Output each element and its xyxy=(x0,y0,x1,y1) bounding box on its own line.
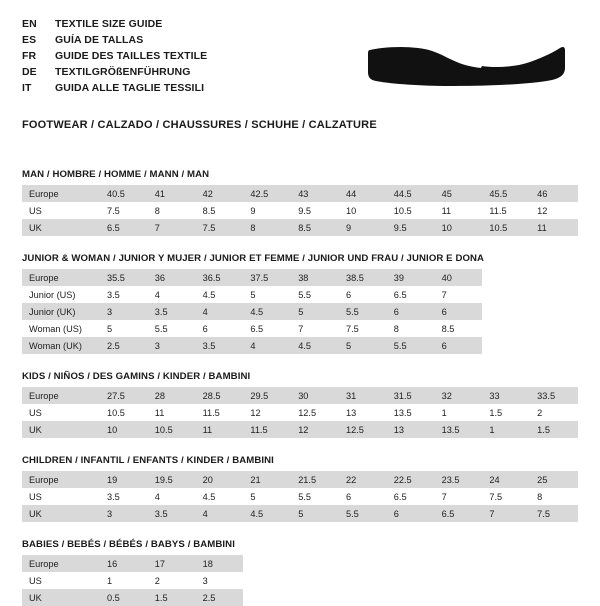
size-cell: 8.5 xyxy=(435,320,483,337)
language-code: ES xyxy=(22,34,37,46)
size-cell xyxy=(482,269,530,286)
size-cell: 1.5 xyxy=(530,421,578,438)
size-cell: 3.5 xyxy=(100,488,148,505)
size-cell: 9 xyxy=(243,202,291,219)
size-cell xyxy=(530,269,578,286)
size-cell: 20 xyxy=(196,471,244,488)
size-cell: 4 xyxy=(148,286,196,303)
size-cell: 1 xyxy=(482,421,530,438)
size-cell: 13 xyxy=(339,404,387,421)
size-cell: 5 xyxy=(100,320,148,337)
size-cell: 31.5 xyxy=(387,387,435,404)
section-title: MAN / HOMBRE / HOMME / MANN / MAN xyxy=(22,169,210,180)
size-cell: 8 xyxy=(387,320,435,337)
size-table xyxy=(22,387,578,438)
size-cell: 5.5 xyxy=(339,303,387,320)
size-cell: 28.5 xyxy=(196,387,244,404)
size-cell xyxy=(387,589,435,606)
section-title: CHILDREN / INFANTIL / ENFANTS / KINDER / BAMBINI xyxy=(22,455,274,466)
language-title: TEXTILE SIZE GUIDE xyxy=(55,18,163,30)
dress-shoe-icon xyxy=(362,16,572,98)
size-cell: 42 xyxy=(196,185,244,202)
size-cell: 29.5 xyxy=(243,387,291,404)
language-title: GUÍA DE TALLAS xyxy=(55,34,144,46)
size-cell: 8 xyxy=(243,219,291,236)
size-cell xyxy=(387,572,435,589)
row-label: Junior (UK) xyxy=(22,303,100,320)
size-cell xyxy=(243,572,291,589)
language-row xyxy=(22,81,207,96)
size-cell: 1 xyxy=(100,572,148,589)
size-cell: 21.5 xyxy=(291,471,339,488)
size-cell: 4.5 xyxy=(196,488,244,505)
size-cell: 35.5 xyxy=(100,269,148,286)
section-title: JUNIOR & WOMAN / JUNIOR Y MUJER / JUNIOR ET FEMME / JUNIOR UND FRAU / JUNIOR E DONA xyxy=(22,253,485,264)
row-label: Europe xyxy=(22,387,100,404)
table-row xyxy=(22,488,578,505)
row-label: UK xyxy=(22,219,100,236)
size-cell: 38.5 xyxy=(339,269,387,286)
size-cell: 10.5 xyxy=(100,404,148,421)
size-cell: 40.5 xyxy=(100,185,148,202)
size-cell: 31 xyxy=(339,387,387,404)
size-cell: 8.5 xyxy=(291,219,339,236)
row-label: Woman (US) xyxy=(22,320,100,337)
size-cell: 3 xyxy=(100,505,148,522)
size-cell: 6 xyxy=(387,505,435,522)
size-cell: 44 xyxy=(339,185,387,202)
language-row xyxy=(22,65,207,80)
size-cell: 44.5 xyxy=(387,185,435,202)
size-cell: 13.5 xyxy=(435,421,483,438)
size-cell: 7.5 xyxy=(339,320,387,337)
size-cell: 23.5 xyxy=(435,471,483,488)
language-code: IT xyxy=(22,82,32,94)
table-row xyxy=(22,269,578,286)
size-cell: 42.5 xyxy=(243,185,291,202)
row-label: UK xyxy=(22,589,100,606)
row-label: US xyxy=(22,488,100,505)
size-cell: 11 xyxy=(196,421,244,438)
size-cell: 36.5 xyxy=(196,269,244,286)
size-cell: 8.5 xyxy=(196,202,244,219)
size-cell xyxy=(243,555,291,572)
size-cell: 25 xyxy=(530,471,578,488)
language-title: TEXTILGRÖßENFÜHRUNG xyxy=(55,66,191,78)
size-cell: 5.5 xyxy=(148,320,196,337)
size-cell: 4 xyxy=(243,337,291,354)
size-cell: 7 xyxy=(435,286,483,303)
size-cell: 11 xyxy=(148,404,196,421)
size-cell: 38 xyxy=(291,269,339,286)
size-cell: 30 xyxy=(291,387,339,404)
language-row xyxy=(22,33,207,48)
size-cell: 16 xyxy=(100,555,148,572)
size-cell: 3.5 xyxy=(148,303,196,320)
size-cell: 4.5 xyxy=(291,337,339,354)
size-cell: 3.5 xyxy=(196,337,244,354)
size-cell: 10 xyxy=(100,421,148,438)
size-cell: 8 xyxy=(530,488,578,505)
size-cell: 43 xyxy=(291,185,339,202)
size-cell: 5.5 xyxy=(291,488,339,505)
size-cell xyxy=(339,555,387,572)
size-cell: 7.5 xyxy=(530,505,578,522)
size-cell: 6.5 xyxy=(435,505,483,522)
size-cell: 5.5 xyxy=(387,337,435,354)
size-cell: 4.5 xyxy=(196,286,244,303)
size-section xyxy=(22,539,578,606)
size-cell: 7 xyxy=(148,219,196,236)
size-cell xyxy=(482,286,530,303)
row-label: US xyxy=(22,202,100,219)
language-code: EN xyxy=(22,18,37,30)
size-cell: 11 xyxy=(530,219,578,236)
table-row xyxy=(22,303,578,320)
page-header xyxy=(22,16,578,108)
language-code: DE xyxy=(22,66,37,78)
size-section xyxy=(22,455,578,522)
size-cell xyxy=(530,303,578,320)
size-cell: 33.5 xyxy=(530,387,578,404)
size-cell: 6.5 xyxy=(100,219,148,236)
row-label: Europe xyxy=(22,555,100,572)
row-label: Woman (UK) xyxy=(22,337,100,354)
row-label: Europe xyxy=(22,185,100,202)
size-cell: 39 xyxy=(387,269,435,286)
size-cell: 3 xyxy=(148,337,196,354)
size-cell: 45.5 xyxy=(482,185,530,202)
language-row xyxy=(22,17,207,32)
size-cell: 11.5 xyxy=(243,421,291,438)
size-cell xyxy=(482,337,530,354)
size-cell xyxy=(339,589,387,606)
size-cell: 2.5 xyxy=(196,589,244,606)
size-tables-container xyxy=(22,169,578,606)
size-cell: 4 xyxy=(196,303,244,320)
size-cell: 3 xyxy=(100,303,148,320)
size-cell xyxy=(291,589,339,606)
size-cell xyxy=(243,589,291,606)
size-cell xyxy=(435,589,483,606)
table-row xyxy=(22,555,578,572)
table-row xyxy=(22,589,578,606)
size-cell: 11.5 xyxy=(482,202,530,219)
table-row xyxy=(22,202,578,219)
table-row xyxy=(22,387,578,404)
size-cell xyxy=(339,572,387,589)
size-cell: 4.5 xyxy=(243,505,291,522)
table-row xyxy=(22,337,578,354)
size-cell: 7.5 xyxy=(196,219,244,236)
size-cell: 5.5 xyxy=(339,505,387,522)
size-cell: 6.5 xyxy=(387,286,435,303)
size-cell: 9.5 xyxy=(387,219,435,236)
section-title: KIDS / NIÑOS / DES GAMINS / KINDER / BAMBINI xyxy=(22,371,251,382)
section-title: BABIES / BEBÉS / BÉBÉS / BABYS / BAMBINI xyxy=(22,539,235,550)
size-cell: 5 xyxy=(291,505,339,522)
size-cell xyxy=(530,320,578,337)
size-cell: 7.5 xyxy=(482,488,530,505)
size-cell: 10 xyxy=(339,202,387,219)
size-cell: 9 xyxy=(339,219,387,236)
size-cell: 3.5 xyxy=(148,505,196,522)
size-cell: 11.5 xyxy=(196,404,244,421)
size-cell xyxy=(530,555,578,572)
table-row xyxy=(22,286,578,303)
row-label: UK xyxy=(22,505,100,522)
size-cell: 13 xyxy=(387,421,435,438)
table-row xyxy=(22,219,578,236)
size-cell: 24 xyxy=(482,471,530,488)
size-cell: 5 xyxy=(291,303,339,320)
table-row xyxy=(22,505,578,522)
size-cell: 12 xyxy=(291,421,339,438)
size-cell: 1 xyxy=(435,404,483,421)
table-row xyxy=(22,471,578,488)
size-cell: 19.5 xyxy=(148,471,196,488)
size-cell: 45 xyxy=(435,185,483,202)
language-row xyxy=(22,49,207,64)
size-cell: 2 xyxy=(148,572,196,589)
size-table xyxy=(22,269,578,354)
size-cell: 33 xyxy=(482,387,530,404)
size-cell: 22 xyxy=(339,471,387,488)
language-code: FR xyxy=(22,50,37,62)
size-cell: 7.5 xyxy=(100,202,148,219)
row-label: US xyxy=(22,404,100,421)
size-cell: 4 xyxy=(148,488,196,505)
size-cell: 0.5 xyxy=(100,589,148,606)
size-cell: 8 xyxy=(148,202,196,219)
category-title: FOOTWEAR / CALZADO / CHAUSSURES / SCHUHE / CALZATURE xyxy=(22,119,377,131)
size-cell: 36 xyxy=(148,269,196,286)
size-cell: 10 xyxy=(435,219,483,236)
size-cell xyxy=(482,303,530,320)
size-cell: 32 xyxy=(435,387,483,404)
size-cell: 2 xyxy=(530,404,578,421)
language-title-list xyxy=(22,16,207,96)
table-row xyxy=(22,572,578,589)
size-table xyxy=(22,555,578,606)
size-cell: 10.5 xyxy=(148,421,196,438)
size-cell xyxy=(291,555,339,572)
size-cell xyxy=(482,320,530,337)
size-cell: 2.5 xyxy=(100,337,148,354)
size-cell xyxy=(435,572,483,589)
size-cell: 6 xyxy=(339,286,387,303)
language-title: GUIDA ALLE TAGLIE TESSILI xyxy=(55,82,205,94)
size-cell xyxy=(530,286,578,303)
row-label: Europe xyxy=(22,471,100,488)
table-row xyxy=(22,404,578,421)
size-section xyxy=(22,253,578,354)
size-cell: 6 xyxy=(435,337,483,354)
size-cell xyxy=(530,572,578,589)
size-cell: 7 xyxy=(435,488,483,505)
size-cell: 9.5 xyxy=(291,202,339,219)
size-cell: 5 xyxy=(243,488,291,505)
size-section xyxy=(22,371,578,438)
size-cell: 28 xyxy=(148,387,196,404)
size-cell: 12.5 xyxy=(339,421,387,438)
size-cell xyxy=(482,572,530,589)
size-cell: 6 xyxy=(435,303,483,320)
size-cell: 5.5 xyxy=(291,286,339,303)
table-row xyxy=(22,421,578,438)
size-cell: 3.5 xyxy=(100,286,148,303)
size-cell: 12.5 xyxy=(291,404,339,421)
size-cell: 6.5 xyxy=(387,488,435,505)
size-cell: 27.5 xyxy=(100,387,148,404)
size-cell: 6 xyxy=(339,488,387,505)
size-cell: 22.5 xyxy=(387,471,435,488)
size-cell: 12 xyxy=(530,202,578,219)
size-cell: 21 xyxy=(243,471,291,488)
size-cell xyxy=(530,337,578,354)
table-row xyxy=(22,320,578,337)
size-cell: 13.5 xyxy=(387,404,435,421)
size-cell: 4 xyxy=(196,505,244,522)
size-cell: 4.5 xyxy=(243,303,291,320)
row-label: Junior (US) xyxy=(22,286,100,303)
size-cell: 3 xyxy=(196,572,244,589)
size-cell: 17 xyxy=(148,555,196,572)
size-cell: 18 xyxy=(196,555,244,572)
size-cell: 6 xyxy=(196,320,244,337)
size-cell: 6.5 xyxy=(243,320,291,337)
size-cell: 19 xyxy=(100,471,148,488)
size-cell xyxy=(387,555,435,572)
row-label: US xyxy=(22,572,100,589)
size-cell: 12 xyxy=(243,404,291,421)
size-cell xyxy=(291,572,339,589)
size-section xyxy=(22,169,578,236)
row-label: UK xyxy=(22,421,100,438)
language-title: GUIDE DES TAILLES TEXTILE xyxy=(55,50,208,62)
size-cell: 46 xyxy=(530,185,578,202)
size-cell xyxy=(435,555,483,572)
size-cell: 7 xyxy=(291,320,339,337)
size-cell: 11 xyxy=(435,202,483,219)
size-table xyxy=(22,471,578,522)
table-row xyxy=(22,185,578,202)
size-cell: 37.5 xyxy=(243,269,291,286)
size-cell xyxy=(482,589,530,606)
size-cell: 41 xyxy=(148,185,196,202)
size-cell: 6 xyxy=(387,303,435,320)
size-cell: 10.5 xyxy=(482,219,530,236)
size-cell xyxy=(530,589,578,606)
size-cell xyxy=(482,555,530,572)
size-cell: 1.5 xyxy=(482,404,530,421)
size-cell: 1.5 xyxy=(148,589,196,606)
size-cell: 7 xyxy=(482,505,530,522)
size-cell: 5 xyxy=(339,337,387,354)
size-cell: 5 xyxy=(243,286,291,303)
size-table xyxy=(22,185,578,236)
size-cell: 40 xyxy=(435,269,483,286)
row-label: Europe xyxy=(22,269,100,286)
size-cell: 10.5 xyxy=(387,202,435,219)
